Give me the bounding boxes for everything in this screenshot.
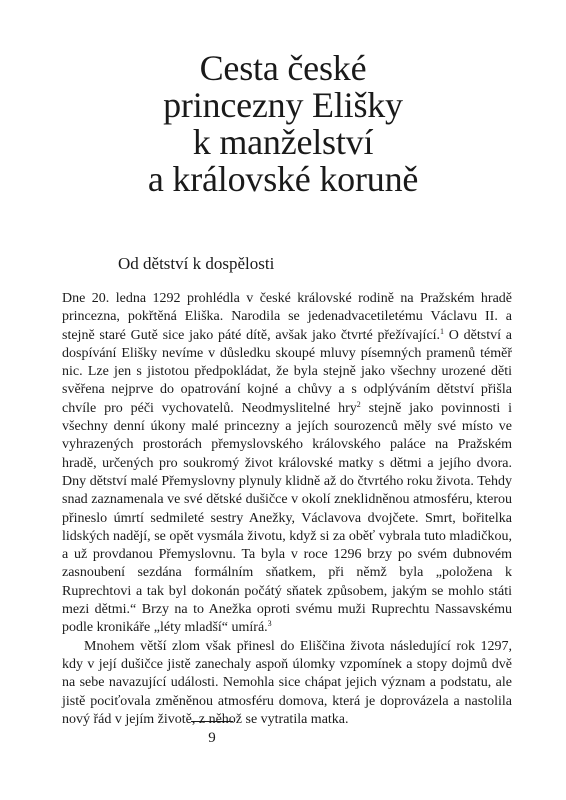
footer-rule xyxy=(191,721,233,722)
chapter-title-line: a královské koruně xyxy=(147,159,419,199)
footnote-ref[interactable]: 1 xyxy=(440,326,445,336)
footnote-ref[interactable]: 2 xyxy=(356,399,361,409)
chapter-title-line: k manželství xyxy=(192,122,374,162)
footnote-ref[interactable]: 3 xyxy=(267,619,272,629)
paragraph-text: O dětství a dospívání Elišky nevíme v důsledku skoupé mluvy písemných pramenů téměř nic. Lze jen s jistotou předpokládat, že byla stejně jako všechny urozené děti svěřena nejprve do opatrování kojné a chůvy a s odplýváním dětství přišla chvíle pro péči vychovatelů. Neodmyslitelné hry xyxy=(62,327,512,416)
body-text xyxy=(62,290,512,729)
paragraph-text: stejně jako povinnosti i všechny denní úkony malé princezny a jejích sourozenců měly své místo ve vyhrazených prostorách přemyslovského královského paláce na Pražském hradě, určených pro soukromý život královské matky s dětmi a jejího dvora. Dny dětství malé Přemyslovny plynuly klidně až do čtvrtého roku života. Tehdy snad zaznamenala ve své dětské dušičce v okolí zneklidněnou atmosféru, kterou přineslo úmrtí sedmileté sestry Anežky, Václavova dvojčete. Smrt, bořitelka lidských nadějí, se opět vysmála životu, když si za oběť vybrala tuto mladičkou, a už provdanou Přemyslovnu. Ta byla v roce 1296 brzy po svém dubnovém zasnoubení sezdána formálním sňatkem, při němž byla „položena k Ruprechtovi a tak byl dokonán počátý sňatek způsobem, jakým se mohlo státi mezi dětmi.“ Brzy na to Anežka oproti svému muži Ruprechtu Nassavskému podle kronikáře „léty mladší“ umírá. xyxy=(62,400,513,636)
section-subtitle: Od dětství k dospělosti xyxy=(118,254,275,273)
page-number: 9 xyxy=(208,730,216,746)
chapter-title-line: Cesta české xyxy=(199,48,367,88)
chapter-title xyxy=(0,50,566,198)
chapter-title-line: princezny Elišky xyxy=(163,85,403,125)
paragraph xyxy=(62,290,512,638)
paragraph: Mnohem větší zlom však přinesl do Eliščina života následující rok 1297, kdy v její dušičce jistě zanechaly aspoň úlomky vzpomínek a stopy dojmů dvě na sebe navazující události. Nemohla sice chápat jejich význam a podstatu, ale jistě pociťovala změněnou atmosféru domova, která je doprovázela a nastolila nový řád v jejím životě, z něhož se vytratila matka. xyxy=(62,638,512,727)
paragraph-text: Dne 20. ledna 1292 prohlédla v české královské rodině na Pražském hradě princezna, pokřtěná Eliška. Narodila se jedenadvacetiletému Václavu II. a stejně staré Gutě sice jako páté dítě, avšak jako čtvrté přežívající. xyxy=(62,291,512,343)
